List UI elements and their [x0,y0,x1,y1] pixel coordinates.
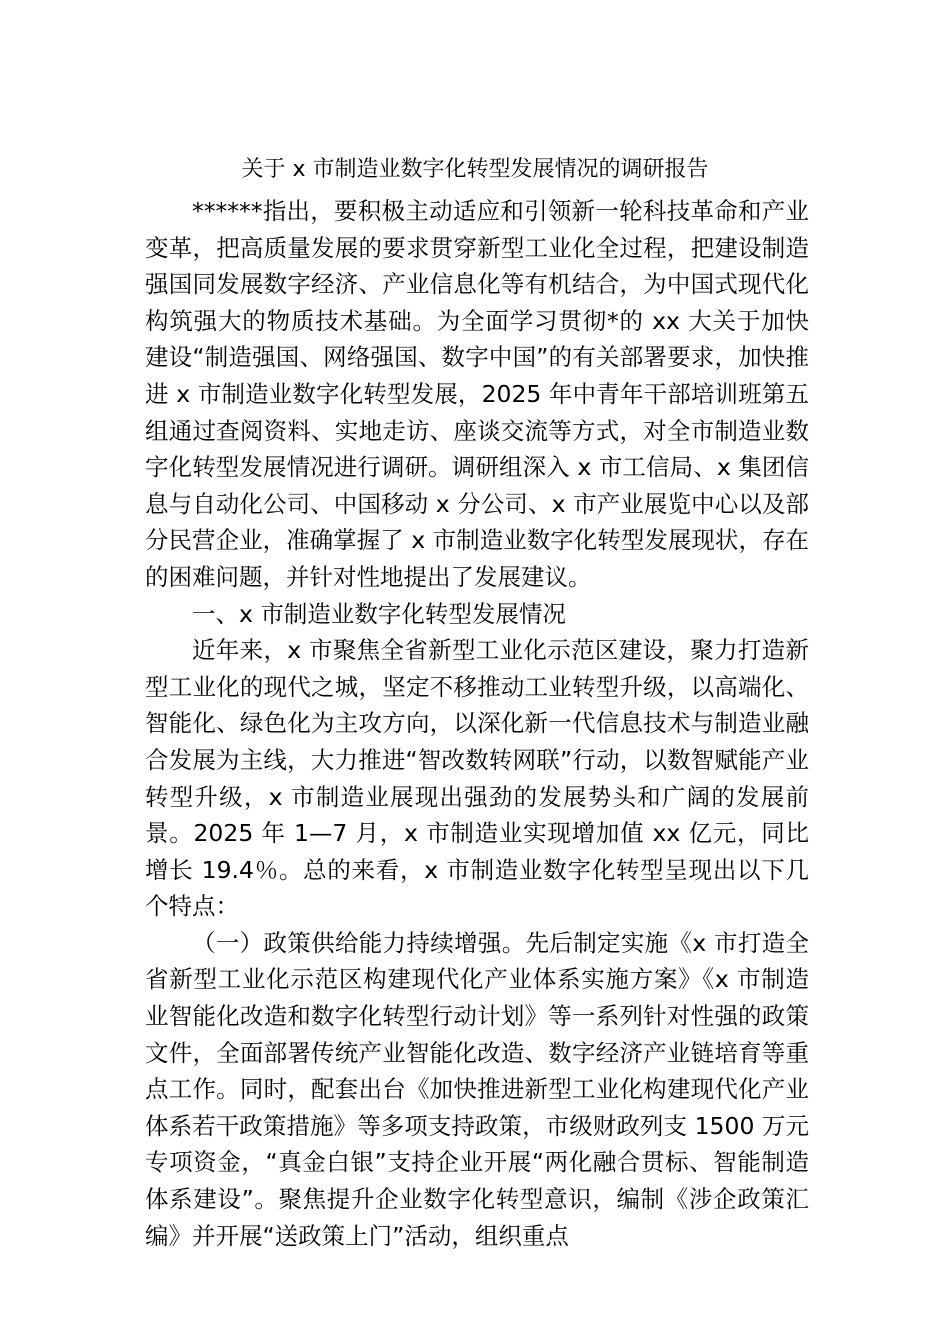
paragraph-policy: （一）政策供给能力持续增强。先后制定实施《x 市打造全省新型工业化示范区构建现代化产业体系实施方案》《x 市制造业智能化改造和数字化转型行动计划》等一系列针对性强的政策文件，全面部署传统产业智能化改造、数字经济产业链培育等重点工作。同时，配套出台《加快推进新型工业化构建现代化产业体系若干政策措施》等多项支持政策，市级财政列支 1500 万元专项资金，“真金白银”支持企业开展“两化融合贯标、智能制造体系建设”。聚焦提升企业数字化转型意识，编制《涉企政策汇编》并开展“送政策上门”活动，组织重点 [145,928,809,1250]
document-body [145,193,809,1254]
paragraph-intro: ******指出，要积极主动适应和引领新一轮科技革命和产业变革，把高质量发展的要求贯穿新型工业化全过程，把建设制造强国同发展数字经济、产业信息化等有机结合，为中国式现代化构筑强大的物质技术基础。为全面学习贯彻*的 xx 大关于加快建设“制造强国、网络强国、数字中国”的有关部署要求，加快推进 x 市制造业数字化转型发展，2025 年中青年干部培训班第五组通过查阅资料、实地走访、座谈交流等方式，对全市制造业数字化转型发展情况进行调研。调研组深入 x 市工信局、x 集团信息与自动化公司、中国移动 x 分公司、x 市产业展览中心以及部分民营企业，准确掌握了 x 市制造业数字化转型发展现状，存在的困难问题，并针对性地提出了发展建议。 [145,197,809,591]
paragraph-overview: 近年来，x 市聚焦全省新型工业化示范区建设，聚力打造新型工业化的现代之城，坚定不移推动工业转型升级，以高端化、智能化、绿色化为主攻方向，以深化新一代信息技术与制造业融合发展为主线，大力推进“智改数转网联”行动，以数智赋能产业转型升级，x 市制造业展现出强劲的发展势头和广阔的发展前景。2025 年 1—7 月，x 市制造业实现增加值 xx 亿元，同比增长 19.4％。总的来看，x 市制造业数字化转型呈现出以下几个特点： [145,636,809,921]
section-heading-1: 一、x 市制造业数字化转型发展情况 [192,599,566,628]
document-title: 关于 x 市制造业数字化转型发展情况的调研报告 [241,157,709,182]
